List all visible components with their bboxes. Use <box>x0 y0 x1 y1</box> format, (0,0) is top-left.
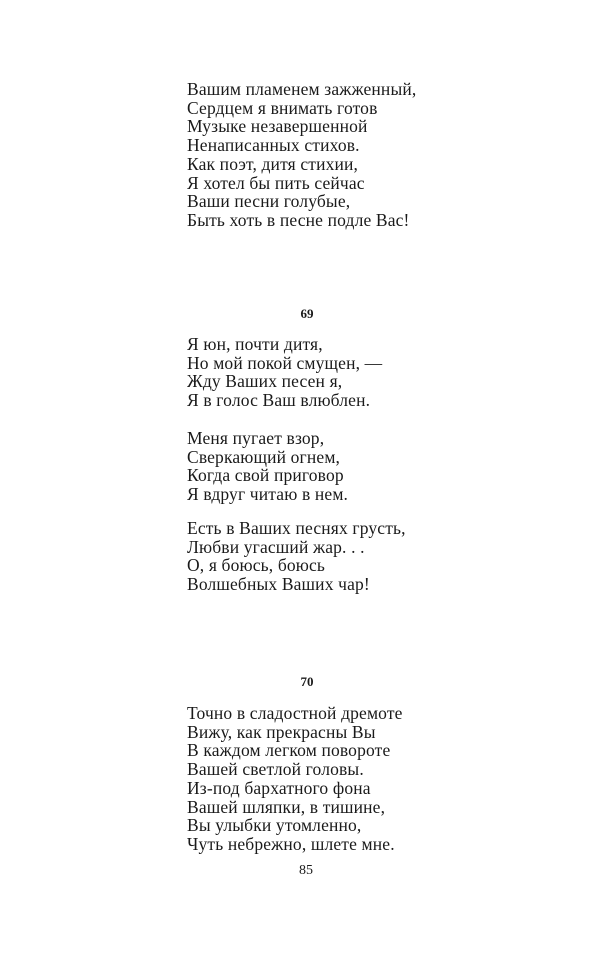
verse-line: Меня пугает взор, <box>187 428 325 448</box>
verse-line: Чуть небрежно, шлете мне. <box>187 833 395 854</box>
verse-line: Сверкающий огнем, <box>187 446 341 467</box>
poem-69-stanza-1 <box>187 335 382 410</box>
verse-line: Вижу, как прекрасны Вы <box>187 721 376 742</box>
verse-line: Вы улыбки утомленно, <box>187 815 362 836</box>
verse-line: Любви угасший жар. . . <box>187 536 365 557</box>
verse-line: Музыке незавершенной <box>187 116 368 137</box>
verse-line: В каждом легком повороте <box>187 740 391 761</box>
poem-70-number: 70 <box>300 674 314 689</box>
poem-69-number: 69 <box>300 306 314 321</box>
verse-line: Из-под бархатного фона <box>187 777 371 798</box>
poem-69-stanza-2 <box>187 429 348 504</box>
verse-line: Я вдруг читаю в нем. <box>187 484 349 505</box>
verse-line: Вашей светлой головы. <box>187 759 364 780</box>
poem-70-stanza-1 <box>187 704 403 854</box>
verse-line: Вашим пламенем зажженный, <box>187 79 417 99</box>
verse-line: Я хотел бы пить сейчас <box>187 172 365 193</box>
verse-line: Вашей шляпки, в тишине, <box>187 796 386 817</box>
page-number: 85 <box>299 863 313 878</box>
poem-68-stanza-1 <box>187 80 416 230</box>
verse-line: Точно в сладостной дремоте <box>187 703 403 723</box>
verse-line: О, я боюсь, боюсь <box>187 555 326 576</box>
verse-line: Как поэт, дитя стихии, <box>187 153 359 174</box>
verse-line: Есть в Ваших песнях грусть, <box>187 518 406 538</box>
verse-line: Сердцем я внимать готов <box>187 97 378 118</box>
verse-line: Но мой покой смущен, — <box>187 352 383 373</box>
verse-line: Я в голос Ваш влюблен. <box>187 390 371 411</box>
verse-line: Я юн, почти дитя, <box>187 334 323 354</box>
verse-line: Жду Ваших песен я, <box>187 371 343 392</box>
poem-69-stanza-3 <box>187 519 406 594</box>
verse-line: Быть хоть в песне подле Вас! <box>187 209 410 230</box>
verse-line: Ваши песни голубые, <box>187 191 351 212</box>
verse-line: Волшебных Ваших чар! <box>187 574 370 595</box>
verse-line: Ненаписанных стихов. <box>187 135 360 156</box>
verse-line: Когда свой приговор <box>187 465 344 486</box>
